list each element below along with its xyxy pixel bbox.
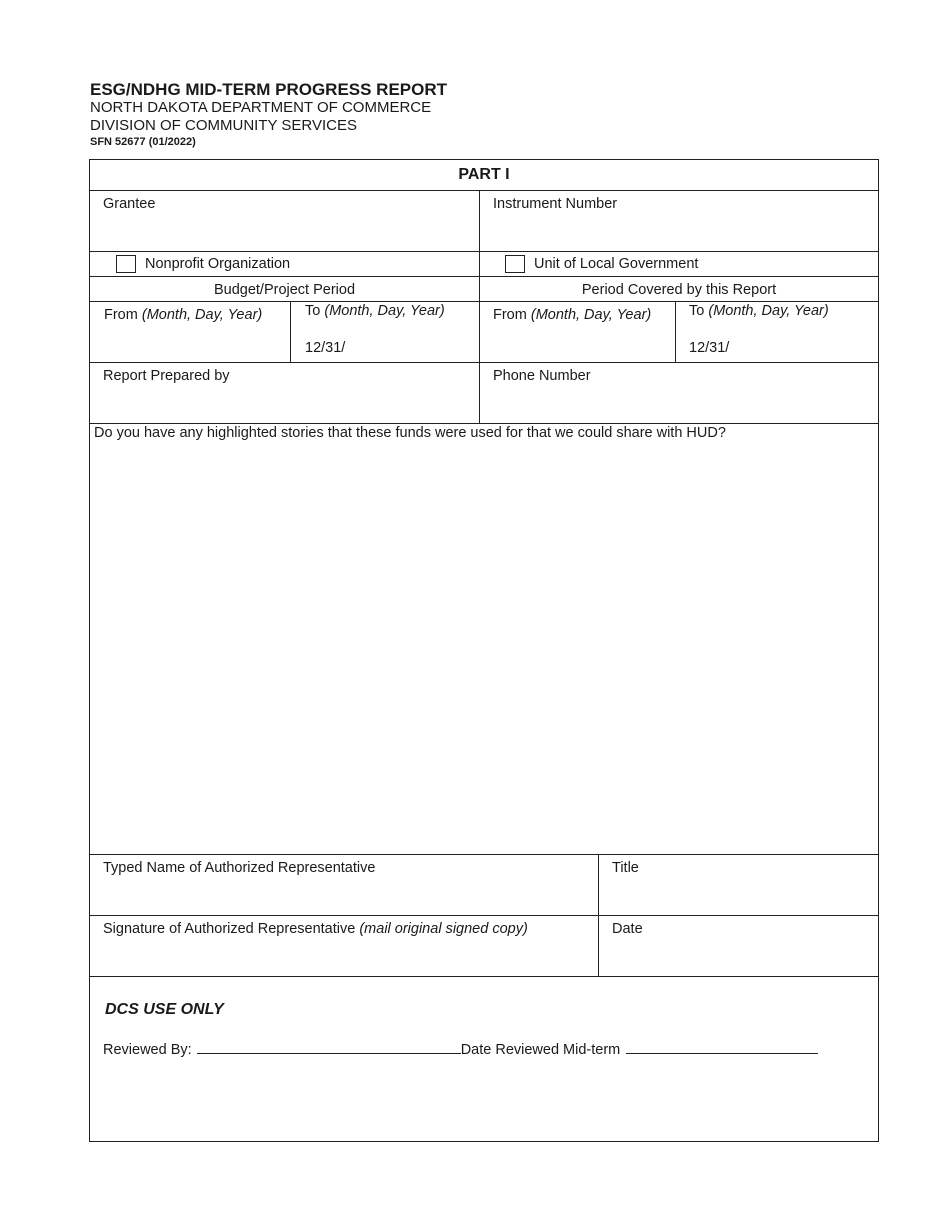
grantee-field[interactable] bbox=[90, 191, 479, 251]
to-text: To bbox=[689, 303, 705, 319]
part-heading: PART I bbox=[458, 166, 510, 183]
phone-number-label: Phone Number bbox=[493, 368, 591, 384]
divider bbox=[90, 976, 878, 977]
instrument-number-label: Instrument Number bbox=[493, 196, 618, 212]
title-field[interactable] bbox=[599, 855, 878, 915]
department-name: NORTH DAKOTA DEPARTMENT OF COMMERCE bbox=[90, 99, 432, 116]
nonprofit-checkbox[interactable] bbox=[116, 255, 136, 273]
reviewed-by-field[interactable] bbox=[197, 1040, 461, 1054]
signature-label bbox=[103, 921, 528, 938]
period-to-value: 12/31/ bbox=[689, 340, 730, 356]
title-label: Title bbox=[612, 860, 639, 876]
dcs-review-line bbox=[103, 1040, 818, 1059]
form-header bbox=[90, 80, 447, 150]
reviewed-by-label: Reviewed By: bbox=[103, 1042, 192, 1058]
divider bbox=[479, 251, 480, 276]
period-to-label bbox=[689, 303, 829, 320]
from-text: From bbox=[104, 307, 138, 323]
typed-name-label: Typed Name of Authorized Representative bbox=[103, 860, 376, 876]
date-label: Date bbox=[612, 921, 643, 937]
division-name: DIVISION OF COMMUNITY SERVICES bbox=[90, 117, 357, 134]
date-format-hint: (Month, Day, Year) bbox=[530, 307, 652, 323]
grantee-label: Grantee bbox=[103, 196, 156, 212]
nonprofit-option bbox=[116, 255, 290, 273]
budget-to-value: 12/31/ bbox=[305, 340, 346, 356]
period-from-label bbox=[493, 307, 651, 324]
budget-from-date-field[interactable] bbox=[90, 302, 290, 361]
date-reviewed-field[interactable] bbox=[626, 1040, 818, 1054]
stories-question: Do you have any highlighted stories that these funds were used for that we could share with HUD? bbox=[94, 425, 726, 441]
nonprofit-label: Nonprofit Organization bbox=[145, 255, 291, 272]
date-reviewed-label: Date Reviewed Mid-term bbox=[460, 1042, 621, 1058]
phone-number-field[interactable] bbox=[480, 363, 878, 422]
period-from-date-field[interactable] bbox=[480, 302, 675, 361]
signature-text: Signature of Authorized Representative bbox=[103, 921, 356, 937]
divider bbox=[90, 251, 878, 252]
dcs-use-only-heading: DCS USE ONLY bbox=[105, 1001, 224, 1018]
date-format-hint: (Month, Day, Year) bbox=[324, 303, 445, 319]
from-text: From bbox=[493, 307, 527, 323]
budget-from-label bbox=[104, 307, 262, 324]
local-government-checkbox[interactable] bbox=[505, 255, 525, 273]
budget-to-date-field[interactable] bbox=[291, 302, 479, 361]
local-government-option bbox=[505, 255, 698, 273]
date-format-hint: (Month, Day, Year) bbox=[141, 307, 263, 323]
form-number: SFN 52677 (01/2022) bbox=[90, 136, 196, 148]
typed-name-field[interactable] bbox=[90, 855, 598, 915]
divider bbox=[90, 276, 878, 277]
date-format-hint: (Month, Day, Year) bbox=[708, 303, 829, 319]
prepared-by-label: Report Prepared by bbox=[103, 368, 230, 384]
budget-period-label: Budget/Project Period bbox=[213, 282, 356, 298]
period-to-date-field[interactable] bbox=[676, 302, 878, 361]
date-field[interactable] bbox=[599, 916, 878, 976]
signature-note: (mail original signed copy) bbox=[359, 921, 528, 937]
prepared-by-field[interactable] bbox=[90, 363, 479, 422]
instrument-number-field[interactable] bbox=[480, 191, 878, 251]
period-covered-label: Period Covered by this Report bbox=[581, 282, 777, 298]
stories-textarea[interactable] bbox=[90, 424, 878, 854]
progress-report-form bbox=[89, 159, 879, 1142]
local-government-label: Unit of Local Government bbox=[534, 255, 699, 272]
to-text: To bbox=[305, 303, 321, 319]
form-title: ESG/NDHG MID-TERM PROGRESS REPORT bbox=[90, 80, 448, 99]
budget-to-label bbox=[305, 303, 445, 320]
signature-field[interactable] bbox=[90, 916, 598, 976]
